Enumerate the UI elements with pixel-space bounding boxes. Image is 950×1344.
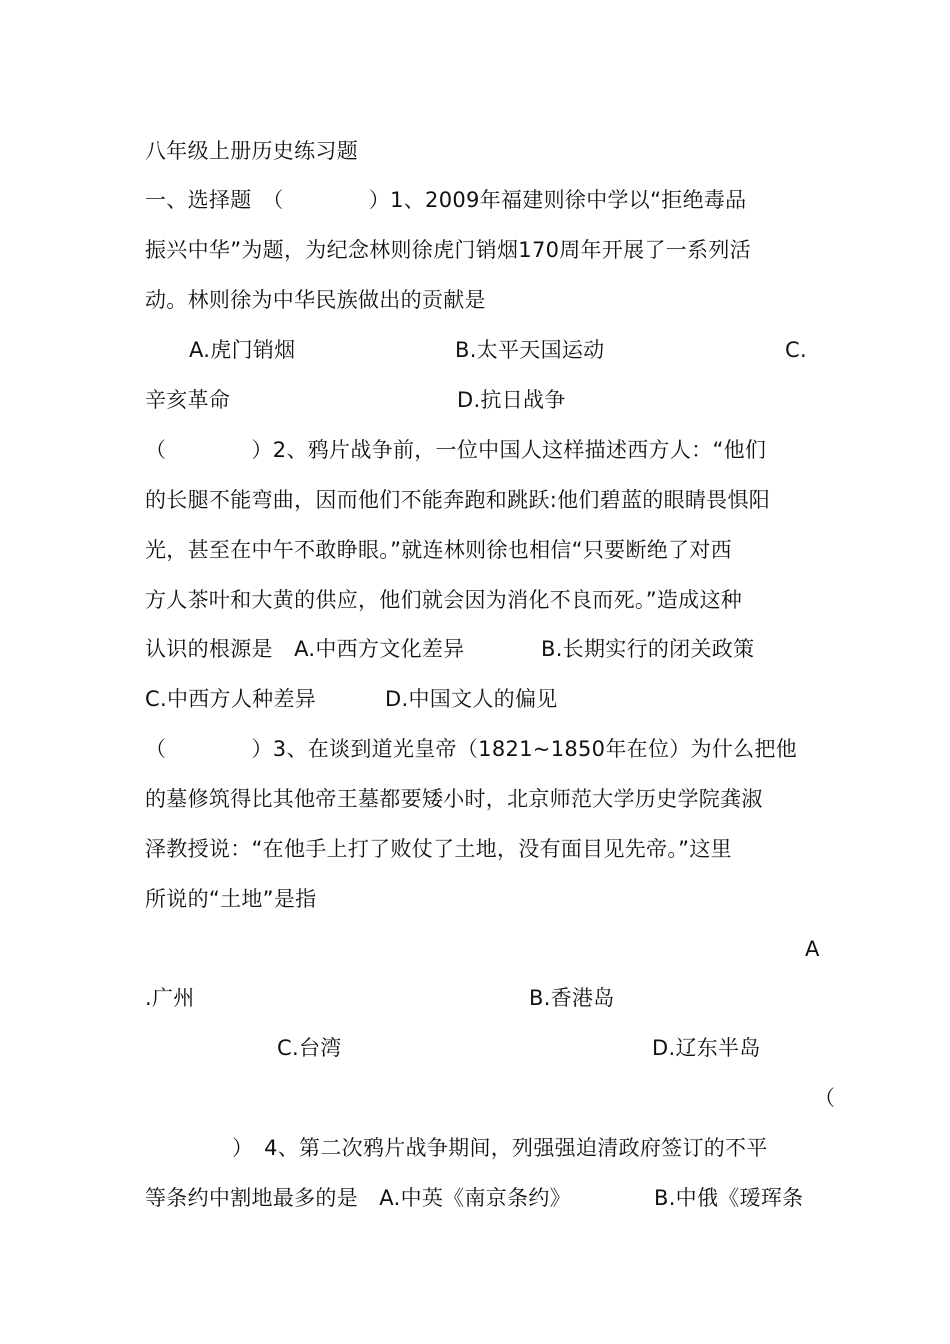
question-2-line: 的长腿不能弯曲，因而他们不能奔跑和跳跃:他们碧蓝的眼睛畏惧阳	[145, 488, 771, 512]
question-3-option-b: B.香港岛	[529, 986, 615, 1010]
question-1-line: 一、选择题 （ ）1、2009年福建则徐中学以“拒绝毒品	[145, 188, 747, 212]
question-2-option-b: B.长期实行的闭关政策	[541, 637, 755, 661]
question-3-option-a: .广州	[145, 986, 195, 1010]
question-1-option-a: A.虎门销烟	[189, 338, 296, 362]
question-1-option-c: C.	[785, 338, 807, 362]
question-3-option-a-letter: A	[805, 937, 820, 961]
question-2-option-a: 认识的根源是 A.中西方文化差异	[145, 637, 465, 661]
question-3-line: 所说的“土地”是指	[145, 887, 317, 911]
question-2-line: （ ）2、鸦片战争前，一位中国人这样描述西方人：“他们	[145, 438, 767, 462]
question-1-line: 振兴中华”为题，为纪念林则徐虎门销烟170周年开展了一系列活	[145, 238, 751, 262]
question-4-open-paren: （	[814, 1086, 836, 1110]
question-4-line: ） 4、第二次鸦片战争期间，列强强迫清政府签订的不平	[232, 1136, 768, 1160]
question-3-line: 的墓修筑得比其他帝王墓都要矮小时，北京师范大学历史学院龚淑	[145, 787, 763, 811]
question-1-line: 动。林则徐为中华民族做出的贡献是	[145, 288, 486, 312]
question-3-option-c: C.台湾	[277, 1036, 342, 1060]
question-1-option-d: D.抗日战争	[457, 388, 566, 412]
question-1-option-c-text: 辛亥革命	[145, 388, 231, 412]
question-4-option-a: 等条约中割地最多的是 A.中英《南京条约》	[145, 1186, 571, 1210]
question-2-line: 方人茶叶和大黄的供应，他们就会因为消化不良而死。”造成这种	[145, 588, 743, 612]
question-3-option-d: D.辽东半岛	[652, 1036, 761, 1060]
question-4-option-b: B.中俄《瑷珲条	[654, 1186, 804, 1210]
question-2-option-c: C.中西方人种差异	[145, 687, 317, 711]
question-2-option-d: D.中国文人的偏见	[385, 687, 558, 711]
question-3-line: （ ）3、在谈到道光皇帝（1821~1850年在位）为什么把他	[145, 737, 798, 761]
document-title: 八年级上册历史练习题	[145, 139, 358, 163]
question-1-option-b: B.太平天国运动	[455, 338, 605, 362]
question-2-line: 光，甚至在中午不敢睁眼。”就连林则徐也相信“只要断绝了对西	[145, 538, 732, 562]
question-3-line: 泽教授说：“在他手上打了败仗了土地，没有面目见先帝。”这里	[145, 837, 732, 861]
